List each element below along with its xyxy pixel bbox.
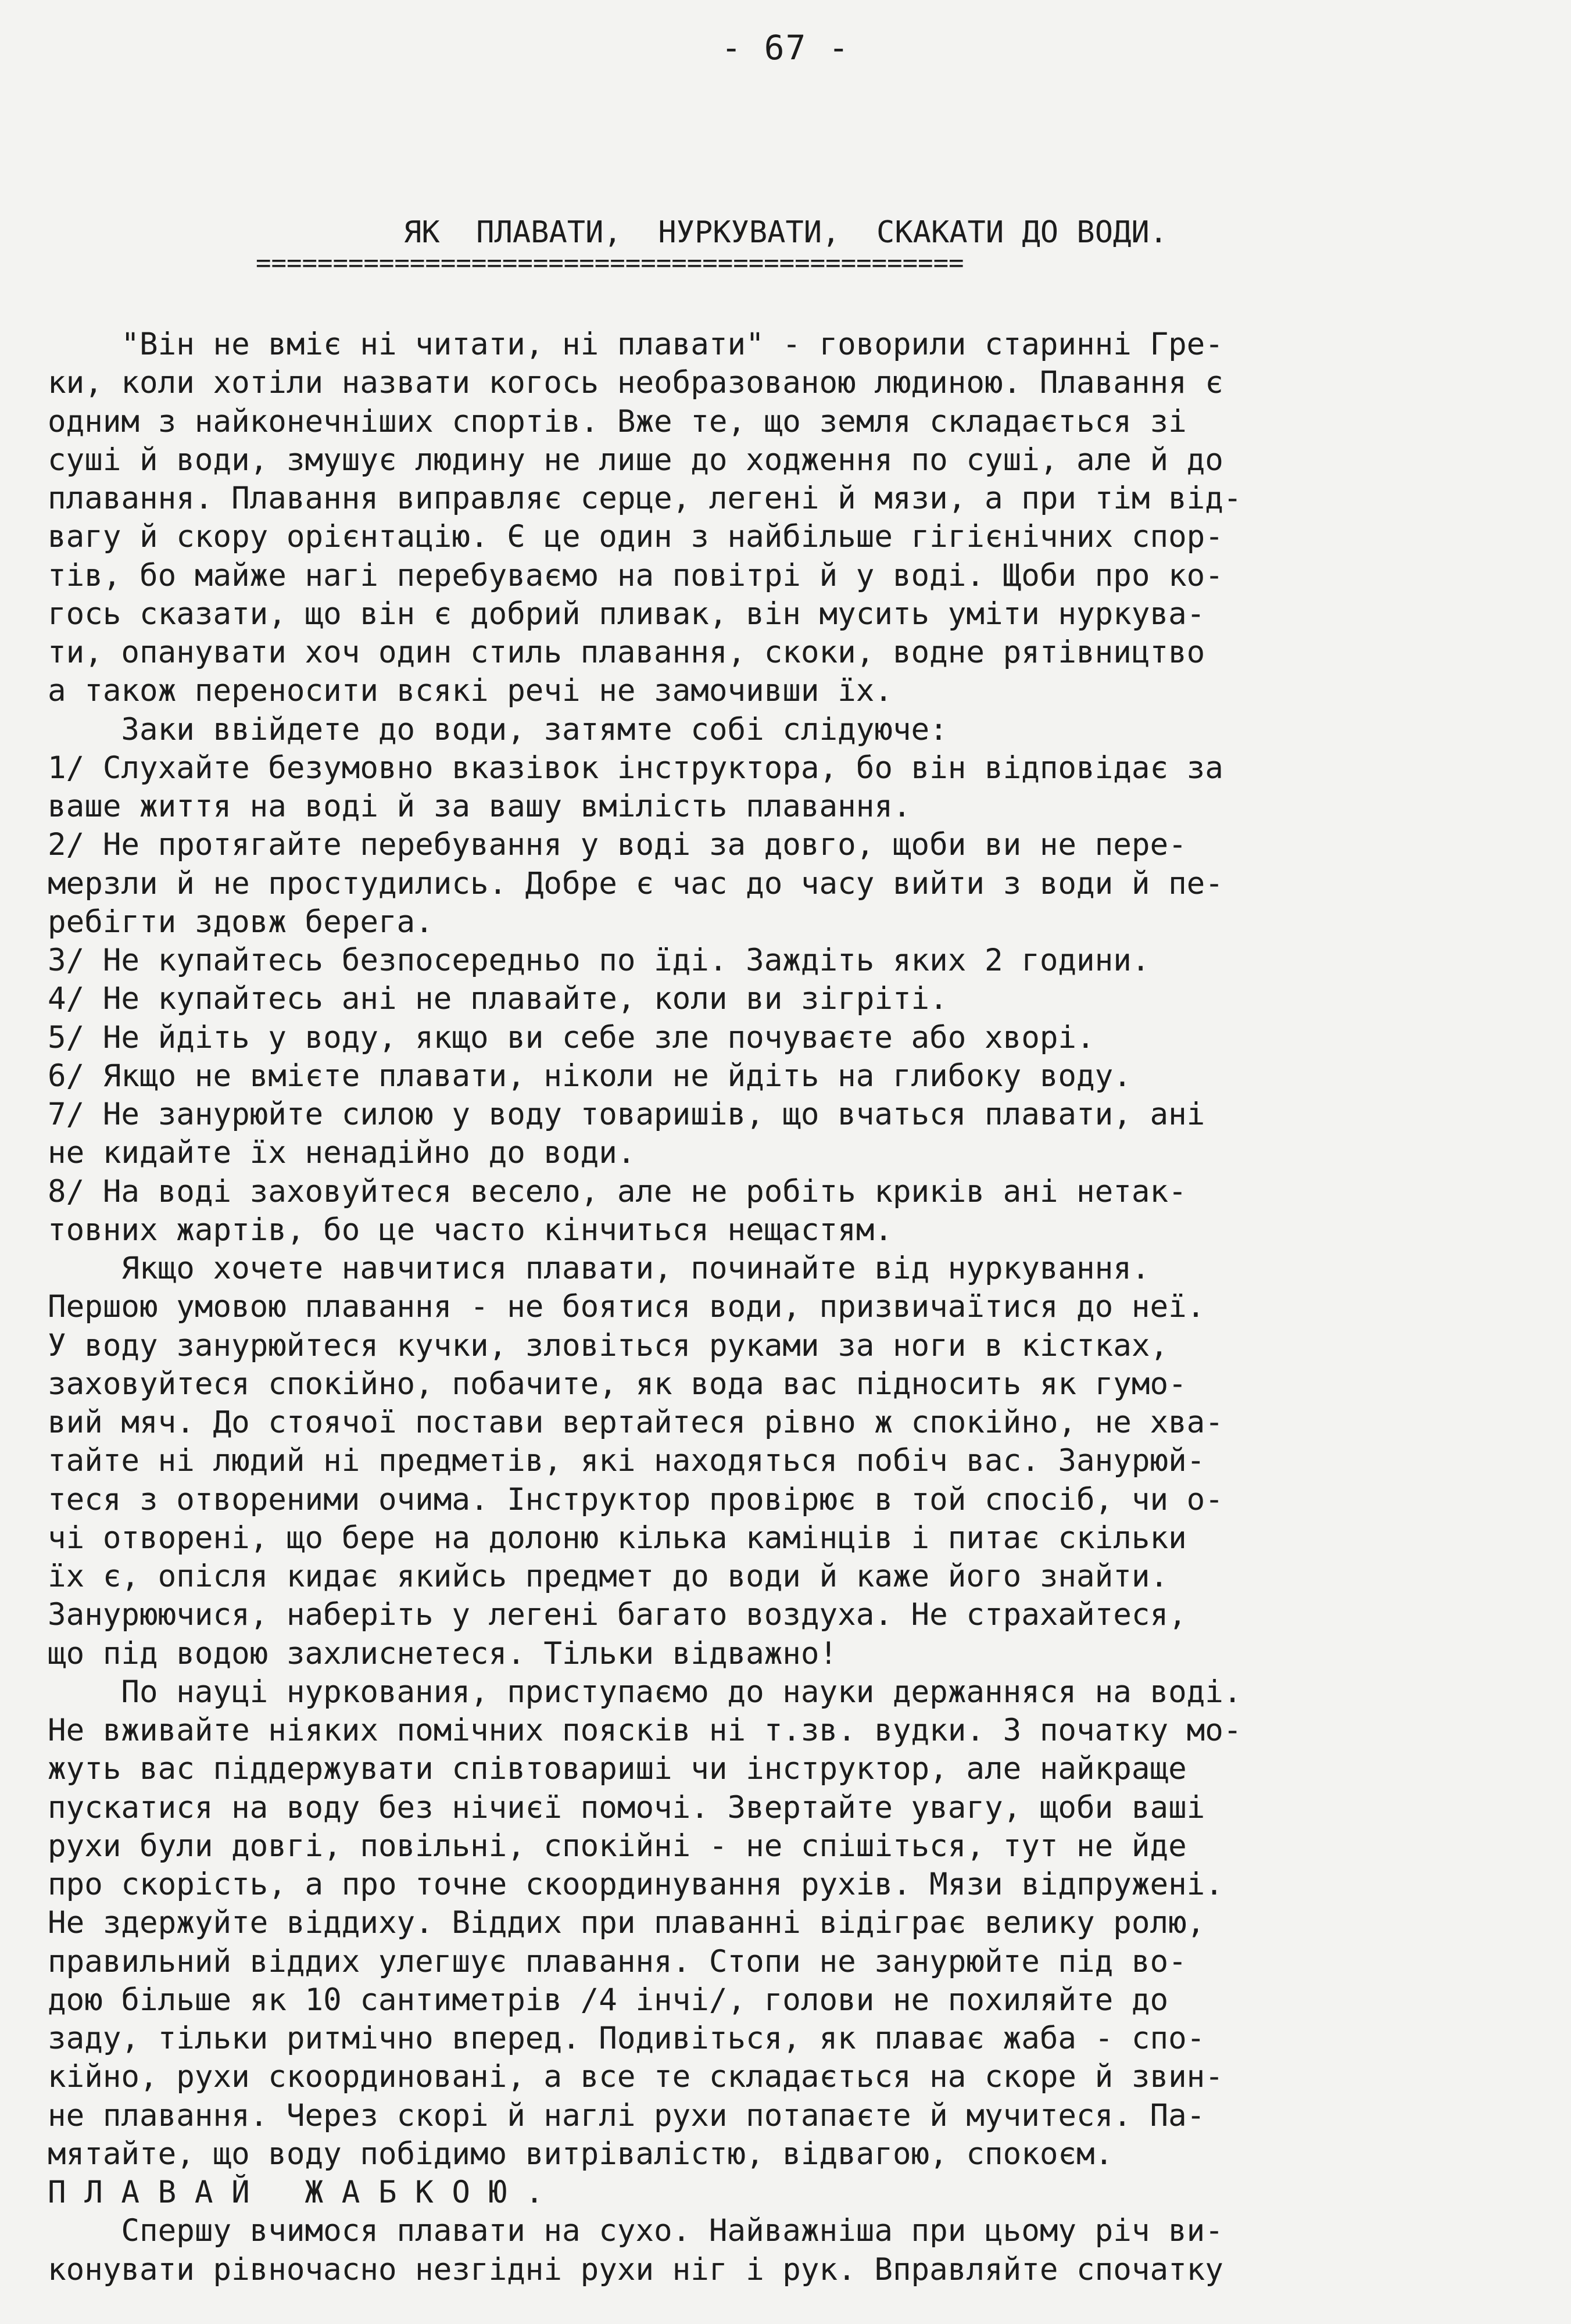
text-line: конувати рівночасно незгідні рухи ніг і рук. Вправляйте спочатку (48, 2251, 1223, 2287)
page-number: - 67 - (721, 28, 850, 67)
body-text (48, 325, 1536, 2289)
text-line: "Він не вміє ні читати, ні плавати" - говорили старинні Гре- (48, 327, 1223, 362)
text-line: мятайте, що воду побідимо витрівалістю, відвагою, спокоєм. (48, 2136, 1114, 2172)
text-line: гось сказати, що він є добрий пливак, він мусить уміти нуркува- (48, 596, 1205, 632)
text-line: Першою умовою плавання - не боятися води, призвичаїтися до неї. (48, 1289, 1205, 1325)
text-line: пускатися на воду без нічиєї помочі. Звертайте увагу, щоби ваші (48, 1789, 1205, 1825)
text-line: рухи були довгі, повільні, спокійні - не спішіться, тут не йде (48, 1828, 1187, 1864)
text-line: кійно, рухи скоординовані, а все те складається на скоре й звин- (48, 2059, 1223, 2095)
text-line: Не вживайте ніяких помічних поясків ні т.зв. вудки. З початку мо- (48, 1713, 1242, 1748)
list-item: 7/ Не занурюйте силою у воду товаришів, що вчаться плавати, ані (48, 1097, 1205, 1132)
text-line: їх є, опісля кидає якийсь предмет до води й каже його знайти. (48, 1559, 1169, 1594)
text-line: про скорість, а про точне скоординування рухів. Мязи відпружені. (48, 1867, 1223, 1902)
text-line: одним з найконечніших спортів. Вже те, що земля складається зі (48, 403, 1187, 439)
text-line: вий мяч. До стоячої постави вертайтеся рівно ж спокійно, не хва- (48, 1405, 1223, 1440)
text-line: не кидайте їх ненадійно до води. (48, 1135, 636, 1171)
list-item: 2/ Не протягайте перебування у воді за довго, щоби ви не пере- (48, 827, 1187, 863)
page-title: ЯК ПЛАВАТИ, НУРКУВАТИ, СКАКАТИ ДО ВОДИ. (403, 215, 1168, 250)
text-line: Занурюючися, наберіть у легені багато воздуха. Не страхайтеся, (48, 1597, 1187, 1633)
text-line: вагу й скору орієнтацію. Є це один з найбільше гігієнічних спор- (48, 519, 1223, 555)
text-line: що під водою захлиснетеся. Тільки відважно! (48, 1635, 838, 1671)
text-line: По науці нуркования, приступаємо до науки держанняся на воді. (48, 1674, 1242, 1710)
text-line: ребігти здовж берега. (48, 904, 434, 940)
text-line: а також переносити всякі речі не замочивши їх. (48, 673, 893, 709)
list-item: 1/ Слухайте безумовно вказівок інструктора, бо він відповідає за (48, 750, 1223, 786)
text-line: не плавання. Через скорі й наглі рухи потапаєте й мучитеся. Па- (48, 2097, 1205, 2133)
text-line: заховуйтеся спокійно, побачите, як вода вас підносить як гумо- (48, 1366, 1187, 1402)
text-line: жуть вас піддержувати співтовариші чи інструктор, але найкраще (48, 1751, 1187, 1787)
text-line: товних жартів, бо це часто кінчиться нещастям. (48, 1212, 893, 1248)
text-line: Заки ввійдете до води, затямте собі слідуюче: (48, 711, 948, 747)
title-underline: ============================================== (256, 249, 964, 278)
text-line: мерзли й не простудились. Добре є час до часу вийти з води й пе- (48, 865, 1223, 901)
list-item: 6/ Якщо не вмієте плавати, ніколи не йдіть на глибоку воду. (48, 1058, 1132, 1094)
list-item: 4/ Не купайтесь ані не плавайте, коли ви зігріті. (48, 981, 948, 1017)
text-line: дою більше як 10 сантиметрів /4 інчі/, голови не похиляйте до (48, 1982, 1169, 2018)
text-line: ти, опанувати хоч один стиль плавання, скоки, водне рятівництво (48, 635, 1205, 670)
text-line: Якщо хочете навчитися плавати, починайте від нуркування. (48, 1251, 1150, 1286)
text-line: чі отворені, що бере на долоню кілька камінців і питає скільки (48, 1520, 1187, 1556)
text-line: Спершу вчимося плавати на сухо. Найважніша при цьому річ ви- (48, 2213, 1223, 2249)
text-line: заду, тільки ритмічно вперед. Подивіться, як плаває жаба - спо- (48, 2021, 1205, 2056)
text-line: тайте ні людий ні предметів, які находяться побіч вас. Занурюй- (48, 1443, 1205, 1479)
text-line: теся з отвореними очима. Інструктор провірює в той спосіб, чи о- (48, 1481, 1223, 1517)
text-line: тів, бо майже нагі перебуваємо на повітрі й у воді. Щоби про ко- (48, 557, 1223, 593)
text-line: Не здержуйте віддиху. Віддих при плаванні відіграє велику ролю, (48, 1905, 1205, 1941)
list-item: 5/ Не йдіть у воду, якщо ви себе зле почуваєте або хворі. (48, 1019, 1095, 1055)
text-line: правильний віддих улегшує плавання. Стопи не занурюйте під во- (48, 1943, 1187, 1979)
text-line: ваше життя на воді й за вашу вмілість плавання. (48, 789, 911, 824)
section-heading: П Л А В А Й Ж А Б К О Ю . (48, 2175, 544, 2210)
text-line: У воду занурюйтеся кучки, зловіться руками за ноги в кістках, (48, 1327, 1169, 1363)
list-item: 3/ Не купайтесь безпосередньо по їді. Заждіть яких 2 години. (48, 943, 1150, 978)
text-line: ки, коли хотіли назвати когось необразованою людиною. Плавання є (48, 365, 1223, 401)
list-item: 8/ На воді заховуйтеся весело, але не робіть криків ані нетак- (48, 1173, 1187, 1209)
text-line: плавання. Плавання виправляє серце, легені й мязи, а при тім від- (48, 481, 1242, 516)
text-line: суші й води, змушує людину не лише до ходження по суші, але й до (48, 442, 1223, 478)
